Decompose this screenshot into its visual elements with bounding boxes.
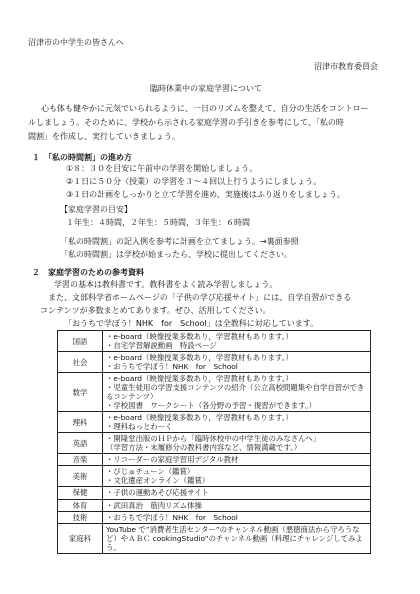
sender: 沼津市教育委員会	[314, 62, 378, 71]
subject-cell: 美術	[58, 466, 103, 487]
resource-item: ・e-board（映像授業多数あり，学習教材もあります。）	[106, 332, 293, 341]
intro-line-3: 間割」を作成し、実行していきましょう。	[28, 132, 180, 141]
resource-item: ・武田真治 筋肉リズム体操	[106, 500, 202, 510]
resource-item: （学習方法・未履修分の教科書内容など、情報満載です。）	[106, 443, 302, 453]
section1-note-1: 「私の時間割」の記入例を参考に計画を立てましょう。→裏面参照	[60, 237, 299, 246]
subject-cell: 家庭科	[58, 523, 103, 553]
subject-cell: 音楽	[58, 454, 103, 466]
resource-item: ・e-board（映像授業多数あり，学習教材もあります。）	[106, 413, 293, 423]
resource-item: ・文化遺産オンライン（鑑賞）	[106, 476, 210, 486]
table-row	[58, 523, 371, 553]
section2-heading: ２ 家庭学習のための参考資料	[32, 268, 144, 277]
resources-table	[57, 330, 371, 554]
subject-cell: 英語	[58, 433, 103, 454]
table-row	[58, 487, 371, 499]
resources-cell	[103, 433, 371, 454]
recipient: 沼津市の中学生の皆さんへ	[28, 38, 124, 47]
subject-cell: 体育	[58, 499, 103, 511]
table-row	[58, 466, 371, 487]
resources-cell	[103, 523, 371, 553]
table-row	[58, 511, 371, 523]
resources-cell	[103, 487, 371, 499]
nhk-note: 「おうちで学ぼう！NHK for School」は全教科に対応しています。	[64, 319, 319, 328]
resource-item: ・e-board（映像授業多数あり，学習教材もあります。）	[106, 374, 293, 384]
resource-item: ・リコーダーの家庭学習用デジタル教材	[106, 455, 239, 465]
subject-cell: 技術	[58, 511, 103, 523]
subject-cell: 理科	[58, 412, 103, 433]
resources-cell	[103, 454, 371, 466]
resource-item: ・開隆堂出版のＨＰから「臨時休校中の中学生徒のみなさんへ」	[106, 434, 321, 444]
resources-cell	[103, 331, 371, 352]
section1-item-2: ②１日に５０分（授業）の学習を３～４回以上行うようにしましょう。	[66, 177, 322, 186]
resources-cell	[103, 511, 371, 523]
target-text: １年生：４時間，２年生：５時間，３年生：６時間	[66, 218, 250, 227]
section1-item-1: ①８：３０を目安に午前中の学習を開始しましょう。	[66, 164, 258, 173]
section2-body-2: また、文部科学省ホームページの「子供の学び応援サイト」には、自学自習ができる	[48, 293, 352, 302]
subject-cell: 保健	[58, 487, 103, 499]
subject-cell: 社会	[58, 352, 103, 373]
resource-item: ・児童生徒用の学習支援コンテンツの紹介（公立高校問題集や自学自習ができるコンテンツ）	[106, 383, 365, 402]
resources-cell	[103, 499, 371, 511]
resource-item: ・おうちで学ぼう！NHK for School	[106, 362, 238, 372]
resource-item: ・理科ねっとわーく	[106, 422, 173, 432]
table-row	[58, 499, 371, 511]
resources-cell	[103, 352, 371, 373]
table-row	[58, 433, 371, 454]
resource-item: ・子供の運動あそび応援サイト	[106, 488, 209, 498]
section2-body-1: 学習の基本は教科書です。教科書をよく読み学習しましょう。	[54, 280, 278, 289]
resource-item: ・おうちで学ぼう！NHK for School	[106, 512, 238, 522]
resource-item: ・びじゅチューン（鑑賞）	[106, 467, 195, 477]
table-row	[58, 331, 371, 352]
table-row	[58, 454, 371, 466]
table-row	[58, 352, 371, 373]
resource-item: YouTube で”消費者生活センター”のチャンネル動画（悪徳商法から守ろうなど）やＡＢＣ cookingStudio”のチャンネル動画（料理にチャレンジしてみよう。	[106, 524, 363, 552]
resource-item: ・e-board（映像授業多数あり，学習教材もあります。）	[106, 353, 293, 363]
intro-line-1: 心も体も健やかに元気でいられるように、一日のリズムを整えて、自分の生活をコントロー	[41, 104, 369, 113]
resource-item: ・学校図書 ワークシート（各分野の予習・復習ができます。）	[106, 401, 317, 411]
section1-heading: １ 「私の時間割」の進め方	[32, 153, 132, 162]
section1-item-3: ③１日の計画をしっかりと立て学習を進め、実施後はふり返りをしましょう。	[66, 190, 345, 199]
resources-cell	[103, 412, 371, 433]
resources-cell	[103, 466, 371, 487]
section1-note-2: 「私の時間割」は学校が始まったら、学校に提出してください。	[60, 250, 292, 259]
subject-cell: 国語	[58, 331, 103, 352]
table-row	[58, 373, 371, 412]
resource-item: ・自宅学習解説動画 特設ページ	[106, 341, 217, 351]
target-label: 【家庭学習の目安】	[60, 205, 132, 214]
page-title: 臨時休業中の家庭学習について	[150, 84, 262, 93]
intro-line-2: ルしましょう。そのために、学校から示される家庭学習の手引きを参考にして、「私の時	[28, 118, 344, 127]
subject-cell: 数学	[58, 373, 103, 412]
section2-body-3: コンテンツが多数まとめてあります。ぜひ、活用してください。	[40, 306, 271, 315]
resources-cell	[103, 373, 371, 412]
table-row	[58, 412, 371, 433]
